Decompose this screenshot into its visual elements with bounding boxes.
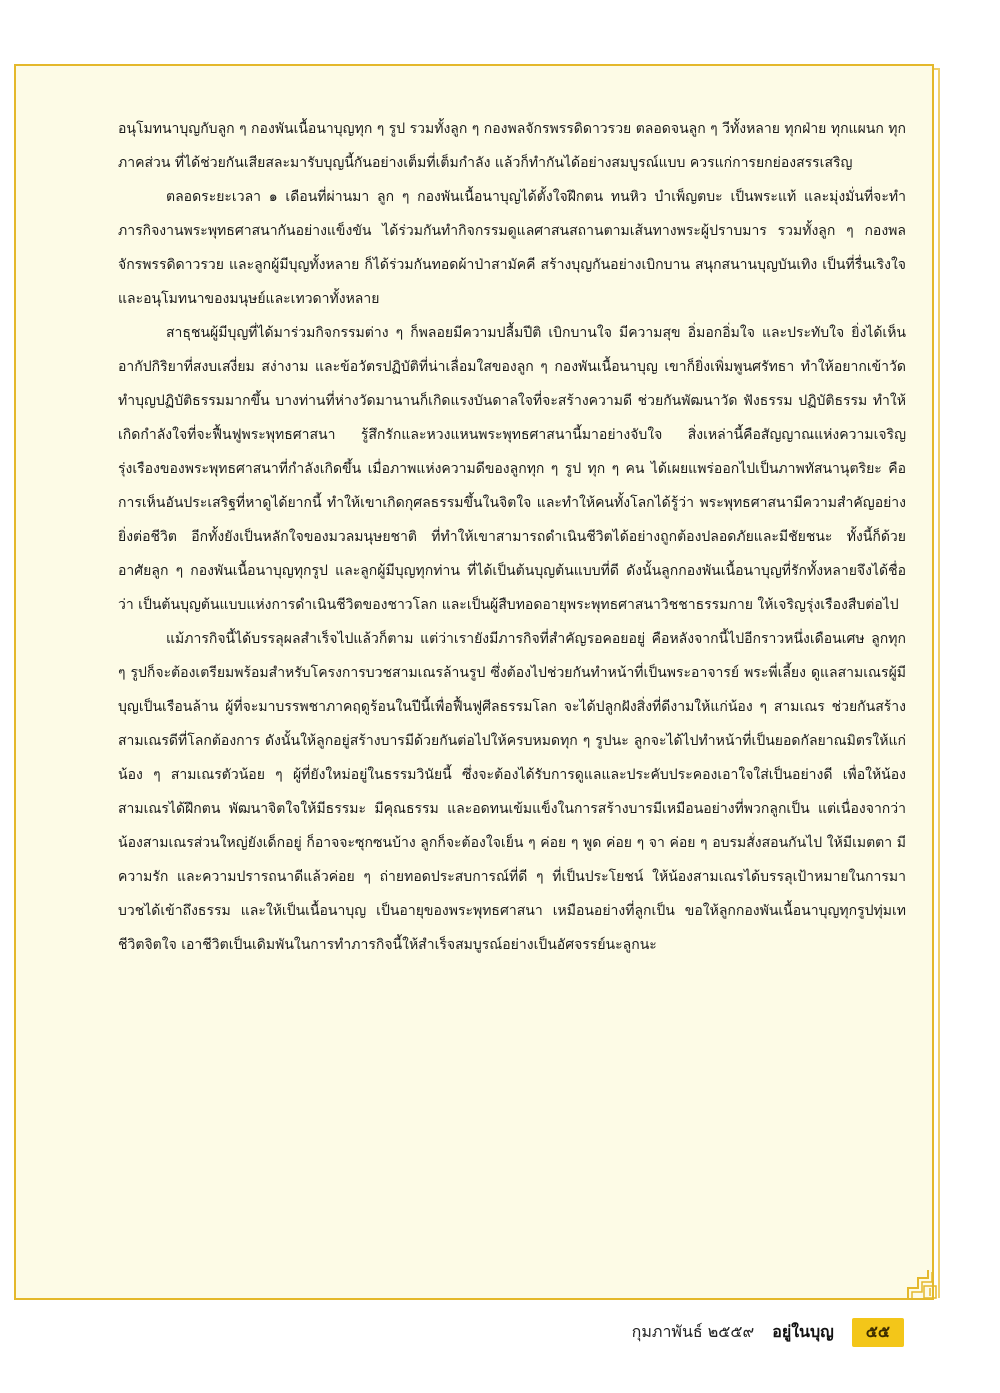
corner-ornament-icon — [906, 1268, 940, 1300]
frame-shadow-right — [938, 68, 940, 1298]
article-body — [118, 112, 906, 962]
page-number-badge: ๕๕ — [852, 1318, 904, 1347]
magazine-title: อยู่ในบุญ — [772, 1321, 834, 1341]
paragraph-2: ตลอดระยะเวลา ๑ เดือนที่ผ่านมา ลูก ๆ กองพันเนื้อนาบุญได้ตั้งใจฝึกตน ทนหิว บำเพ็ญตบะ เป็นพระแท้ และมุ่งมั่นที่จะทำภารกิจงานพระพุทธศาสนากันอย่างแข็งขัน ได้ร่วมกันทำกิจกรรมดูแลศาสนสถานตามเส้นทางพระผู้ปราบมาร รวมทั้งลูก ๆ กองพลจักรพรรดิดาวรวย และลูกผู้มีบุญทั้งหลาย ก็ได้ร่วมกันทอดผ้าป่าสามัคคี สร้างบุญกันอย่างเบิกบาน สนุกสนานบุญบันเทิง เป็นที่รื่นเริงใจและอนุโมทนาของมนุษย์และเทวดาทั้งหลาย — [118, 189, 906, 307]
paragraph-4: แม้ภารกิจนี้ได้บรรลุผลสำเร็จไปแล้วก็ตาม แต่ว่าเรายังมีภารกิจที่สำคัญรอคอยอยู่ คือหลังจากนี้ไปอีกราวหนึ่งเดือนเศษ ลูกทุก ๆ รูปก็จะต้องเตรียมพร้อมสำหรับโครงการบวชสามเณรล้านรูป ซึ่งต้องไปช่วยกันทำหน้าที่เป็นพระอาจารย์ พระพี่เลี้ยง ดูแลสามเณรผู้มีบุญเป็นเรือนล้าน ผู้ที่จะมาบรรพชาภาคฤดูร้อนในปีนี้เพื่อฟื้นฟูศีลธรรมโลก จะได้ปลูกฝังสิ่งที่ดีงามให้แก่น้อง ๆ สามเณร ช่วยกันสร้างสามเณรดีที่โลกต้องการ ดังนั้นให้ลูกอยู่สร้างบารมีด้วยกันต่อไปให้ครบหมดทุก ๆ รูปนะ ลูกจะได้ไปทำหน้าที่เป็นยอดกัลยาณมิตรให้แก่น้อง ๆ สามเณรตัวน้อย ๆ ผู้ที่ยังใหม่อยู่ในธรรมวินัยนี้ ซึ่งจะต้องได้รับการดูแลและประคับประคองเอาใจใส่เป็นอย่างดี เพื่อให้น้องสามเณรได้ฝึกตน พัฒนาจิตใจให้มีธรรมะ มีคุณธรรม และอดทนเข้มแข็งในการสร้างบารมีเหมือนอย่างที่พวกลูกเป็น แต่เนื่องจากว่าน้องสามเณรส่วนใหญ่ยังเด็กอยู่ ก็อาจจะซุกซนบ้าง ลูกก็จะต้องใจเย็น ๆ ค่อย ๆ พูด ค่อย ๆ จา ค่อย ๆ อบรมสั่งสอนกันไป ให้มีเมตตา มีความรัก และความปรารถนาดีแล้วค่อย ๆ ถ่ายทอดประสบการณ์ที่ดี ๆ ที่เป็นประโยชน์ ให้น้องสามเณรได้บรรลุเป้าหมายในการมาบวชได้เข้าถึงธรรม และให้เป็นเนื้อนาบุญ เป็นอายุของพระพุทธศาสนา เหมือนอย่างที่ลูกเป็น ขอให้ลูกกองพันเนื้อนาบุญทุกรูปทุ่มเทชีวิตจิตใจ เอาชีวิตเป็นเดิมพันในการทำภารกิจนี้ให้สำเร็จสมบูรณ์อย่างเป็นอัศจรรย์นะลูกนะ — [118, 631, 906, 953]
page-footer — [632, 1318, 904, 1346]
paragraph-1: อนุโมทนาบุญกับลูก ๆ กองพันเนื้อนาบุญทุก ๆ รูป รวมทั้งลูก ๆ กองพลจักรพรรดิดาวรวย ตลอดจนลูก ๆ วีทั้งหลาย ทุกฝ่าย ทุกแผนก ทุกภาคส่วน ที่ได้ช่วยกันเสียสละมารับบุญนี้กันอย่างเต็มที่เต็มกำลัง แล้วก็ทำกันได้อย่างสมบูรณ์แบบ ควรแก่การยกย่องสรรเสริญ — [118, 121, 906, 171]
paragraph-3: สาธุชนผู้มีบุญที่ได้มาร่วมกิจกรรมต่าง ๆ ก็พลอยมีความปลื้มปีติ เบิกบานใจ มีความสุข อิ่มอกอิ่มใจ และประทับใจ ยิ่งได้เห็นอากัปกิริยาที่สงบเสงี่ยม สง่างาม และข้อวัตรปฏิบัติที่น่าเลื่อมใสของลูก ๆ กองพันเนื้อนาบุญ เขาก็ยิ่งเพิ่มพูนศรัทธา ทำให้อยากเข้าวัดทำบุญปฏิบัติธรรมมากขึ้น บางท่านที่ห่างวัดมานานก็เกิดแรงบันดาลใจที่จะสร้างความดี ช่วยกันพัฒนาวัด ฟังธรรม ปฏิบัติธรรม ทำให้เกิดกำลังใจที่จะฟื้นฟูพระพุทธศาสนา รู้สึกรักและหวงแหนพระพุทธศาสนานี้มาอย่างจับใจ สิ่งเหล่านี้คือสัญญาณแห่งความเจริญรุ่งเรืองของพระพุทธศาสนาที่กำลังเกิดขึ้น เมื่อภาพแห่งความดีของลูกทุก ๆ รูป ทุก ๆ คน ได้เผยแพร่ออกไปเป็นภาพทัสนานุตริยะ คือ การเห็นอันประเสริฐที่หาดูได้ยากนี้ ทำให้เขาเกิดกุศลธรรมขึ้นในจิตใจ และทำให้คนทั้งโลกได้รู้ว่า พระพุทธศาสนามีความสำคัญอย่างยิ่งต่อชีวิต อีกทั้งยังเป็นหลักใจของมวลมนุษยชาติ ที่ทำให้เขาสามารถดำเนินชีวิตได้อย่างถูกต้องปลอดภัยและมีชัยชนะ ทั้งนี้ก็ด้วยอาศัยลูก ๆ กองพันเนื้อนาบุญทุกรูป และลูกผู้มีบุญทุกท่าน ที่ได้เป็นต้นบุญต้นแบบที่ดี ดังนั้นลูกกองพันเนื้อนาบุญที่รักทั้งหลายจึงได้ชื่อว่า เป็นต้นบุญต้นแบบแห่งการดำเนินชีวิตของชาวโลก และเป็นผู้สืบทอดอายุพระพุทธศาสนาวิชชาธรรมกาย ให้เจริญรุ่งเรืองสืบต่อไป — [118, 325, 906, 613]
issue-date: กุมภาพันธ์ ๒๕๕๙ — [631, 1321, 755, 1341]
